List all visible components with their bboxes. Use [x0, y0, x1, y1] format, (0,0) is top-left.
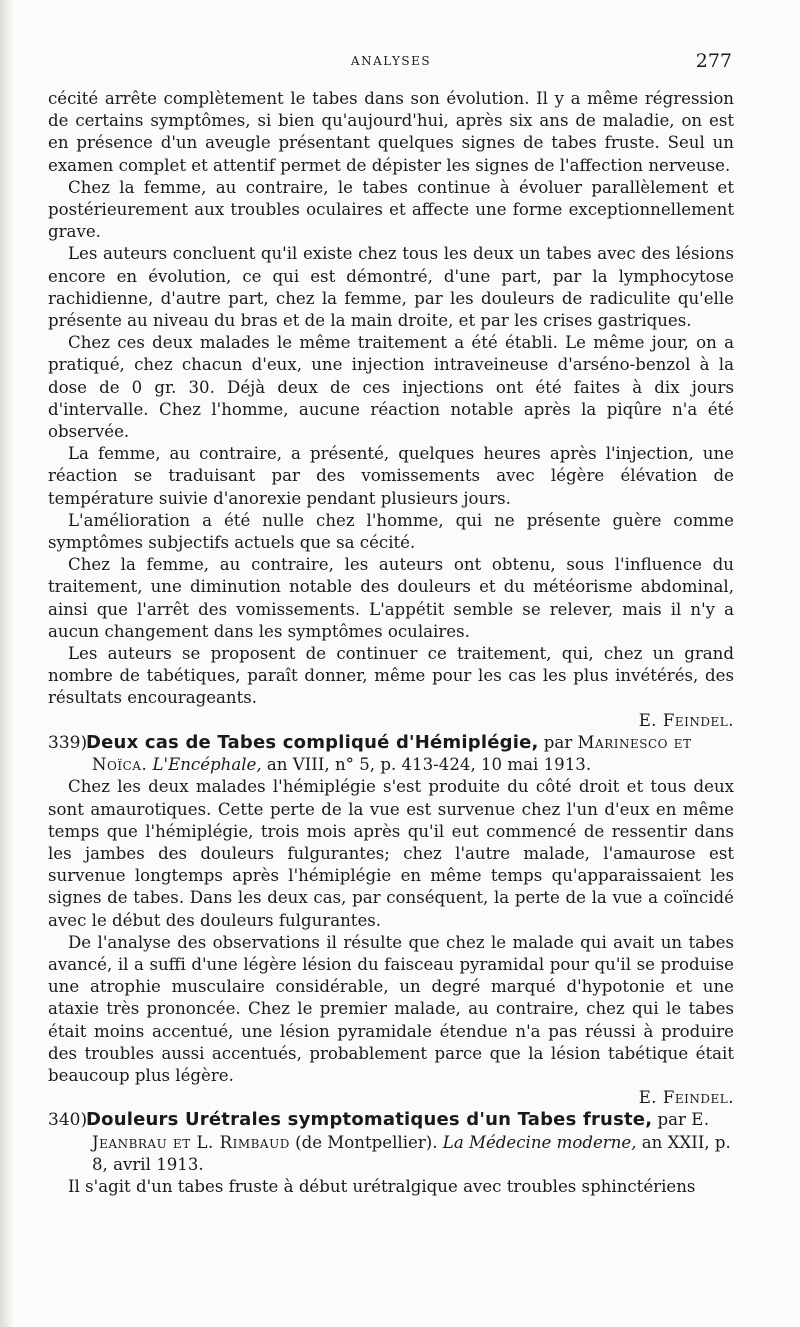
document-page: [48, 0, 734, 1327]
signature: [48, 710, 734, 732]
paragraph: [48, 643, 734, 710]
paragraph: [48, 932, 734, 1087]
paragraph-text: Les auteurs se proposent de continuer ce traitement, qui, chez un grand nombre de tabétiques, paraît donner, même pour les cas les plus invétérés, des résultats encourageants.: [48, 644, 734, 708]
article-authors: E. Jeanbrau et L. Rimbaud: [92, 1110, 710, 1152]
page-edge-shadow: [0, 0, 14, 1327]
article-citation: an XXII, p. 8, avril 1913.: [92, 1132, 731, 1174]
article-number: 339): [48, 732, 88, 753]
article-citation: an VIII, n° 5, p. 413-424, 10 mai 1913.: [261, 755, 592, 775]
signature: [48, 1087, 734, 1109]
page-body: [48, 88, 734, 1198]
paragraph: La femme, au contraire, a présenté, quelques heures après l'injection, une réaction se traduisant par des vomissements avec légère élévation de température suivie d'anorexie pendant plusieurs jours.: [48, 444, 734, 508]
paragraph: Les auteurs concluent qu'il existe chez tous les deux un tabes avec des lésions encore en évolution, ce qui est démontré, d'une part, par la lymphocytose rachidienne, d'autre part, chez la femme, par les douleurs de radiculite qu'elle présente au niveau du bras et de la main droite, et par les crises gastriques.: [48, 244, 734, 331]
article-affiliation: (de Montpellier).: [289, 1132, 443, 1152]
paragraph: Chez ces deux malades le même traitement a été établi. Le même jour, on a pratiqué, chez chacun d'eux, une injection intraveineuse d'arséno-benzol à la dose de 0 gr. 30. Déjà deux de ces injections ont été faites à dix jours d'intervalle. Chez l'homme, aucune réaction notable après la piqûre n'a été observée.: [48, 333, 734, 442]
paragraph-text: De l'analyse des observations il résulte que chez le malade qui avait un tabes avancé, il a suffi d'une légère lésion du faisceau pyramidal pour qu'il se produise une atrophie musculaire considérable, un degré marqué d'hypotonie et une ataxie très prononcée. Chez le premier malade, au contraire, chez qui le tabes était moins accentué, une lésion pyramidale étendue n'a pas réussi à produire des troubles aussi accentués, probablement parce que la lésion tabétique était beaucoup plus légère.: [48, 932, 734, 1085]
signature-text: E. Feindel.: [638, 1088, 734, 1108]
article-title: Douleurs Urétrales symptomatiques d'un Tabes fruste,: [86, 1109, 653, 1131]
signature-text: E. Feindel.: [638, 710, 734, 730]
article-authors: Marinesco et Noïca.: [92, 732, 692, 775]
article-by: par: [652, 1110, 692, 1130]
paragraph: Chez la femme, au contraire, les auteurs ont obtenu, sous l'influence du traitement, une diminution notable des douleurs et du météorisme abdominal, ainsi que l'arrêt des vomissements. L'appétit semble se relever, mais il n'y a aucun changement dans les symptômes oculaires.: [48, 555, 734, 641]
paragraph: L'amélioration a été nulle chez l'homme, qui ne présente guère comme symptômes subjectifs actuels que sa cécité.: [48, 510, 734, 553]
article-number: 340): [48, 1110, 88, 1131]
article-heading-340: [48, 1109, 734, 1176]
paragraph: Chez les deux malades l'hémiplégie s'est produite du côté droit et tous deux sont amaurotiques. Cette perte de la vue est survenue chez l'un d'eux en même temps que l'hémiplégie, trois mois après qu'il eut commencé de ressentir dans les jambes des douleurs fulgurantes; chez l'autre malade, l'amaurose est survenue longtemps après l'hémiplégie en même temps qu'apparaissaient les signes de tabes. Dans les deux cas, par conséquent, la perte de la vue a coïncidé avec le début des douleurs fulgurantes.: [48, 777, 734, 930]
paragraph: Chez la femme, au contraire, le tabes continue à évoluer parallèlement et postérieurement aux troubles oculaires et affecte une forme exceptionnellement grave.: [48, 177, 734, 242]
article-title: Deux cas de Tabes compliqué d'Hémiplégie,: [86, 731, 539, 753]
paragraph: cécité arrête complètement le tabes dans son évolution. Il y a même régression de certains symptômes, si bien qu'aujourd'hui, après six ans de maladie, on est en présence d'un aveugle présentant quelques signes de tabes fruste. Seul un examen complet et attentif permet de dépister les signes de l'affection nerveuse.: [48, 89, 734, 175]
article-heading-339: [48, 732, 734, 776]
page-number: 277: [695, 50, 732, 72]
article-by: par: [538, 732, 578, 752]
page-header: [48, 50, 734, 76]
running-title: ANALYSES: [350, 54, 432, 68]
article-journal: La Médecine moderne,: [442, 1132, 637, 1152]
paragraph: Il s'agit d'un tabes fruste à début urétralgique avec troubles sphinctériens: [68, 1176, 696, 1196]
article-journal: L'Encéphale,: [152, 755, 262, 775]
